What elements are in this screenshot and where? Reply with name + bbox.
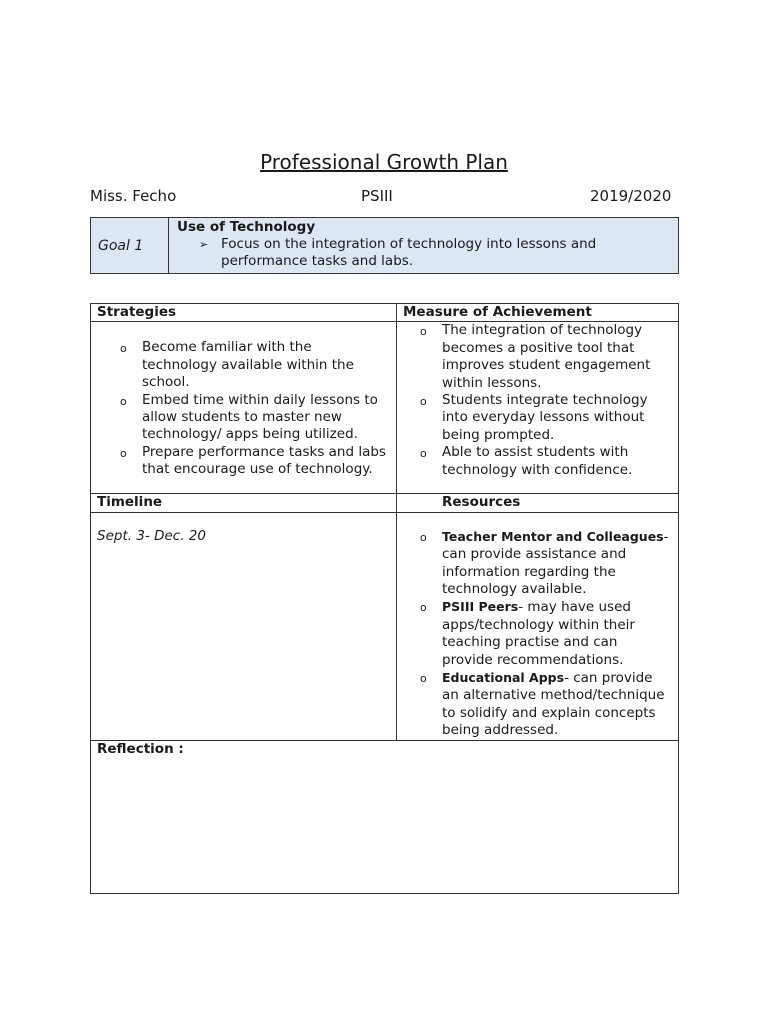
resources-header: Resources [397,494,679,512]
circle-bullet-icon: o [120,446,127,460]
measures-list [391,322,678,479]
strategies-cell [91,322,397,494]
arrow-bullet-icon: ➢ [199,238,209,251]
list-item: o Embed time within daily lessons to allow students to master new technology/ apps being utilized. [120,391,378,443]
circle-bullet-icon: o [120,342,127,356]
teacher-name: Miss. Fecho [90,187,177,205]
resources-list [391,528,678,740]
strategies-header: Strategies [91,304,397,322]
list-item: o Become familiar with the technology available within the school. [120,339,354,391]
circle-bullet-icon: o [420,395,427,409]
circle-bullet-icon: o [420,447,427,461]
circle-bullet-icon: o [120,394,127,408]
measures-cell [397,322,679,494]
program-label: PSIII [361,187,393,205]
circle-bullet-icon: o [420,325,427,339]
list-item: o Prepare performance tasks and labs that encourage use of technology. [120,443,386,478]
goal-table [90,217,679,274]
school-year: 2019/2020 [590,187,672,205]
circle-bullet-icon: o [420,672,427,686]
list-item: o PSIII Peers- may have used apps/technology within their teaching practise and can provide recommendations. [420,599,635,668]
timeline-header: Timeline [91,494,397,512]
strategies-list [91,339,396,478]
goal-point-line2: performance tasks and labs. [221,253,414,269]
resources-cell [397,512,679,740]
goal-body [169,218,679,274]
measure-header: Measure of Achievement [397,304,679,322]
goal-label: Goal 1 [91,218,169,274]
list-item: o Students integrate technology into everyday lessons without being prompted. [420,392,648,443]
list-item: o Teacher Mentor and Colleagues- can provide assistance and information regarding the technology available. [420,528,669,598]
list-item: o The integration of technology becomes a positive tool that improves student engagement within lessons. [420,322,651,391]
goal-point-line1: Focus on the integration of technology into lessons and [221,236,597,252]
circle-bullet-icon: o [420,601,427,615]
page-title: Professional Growth Plan [260,150,508,174]
list-item: o Able to assist students with technology with confidence. [420,444,633,478]
timeline-value: Sept. 3- Dec. 20 [91,512,397,740]
circle-bullet-icon: o [420,530,427,544]
goal-point [177,236,670,270]
goal-heading: Use of Technology [177,219,316,235]
reflection-cell [91,740,679,893]
reflection-label: Reflection : [97,740,184,757]
list-item: o Educational Apps- can provide an alternative method/technique to solidify and explain concepts being addressed. [420,670,665,739]
plan-table [90,303,679,894]
